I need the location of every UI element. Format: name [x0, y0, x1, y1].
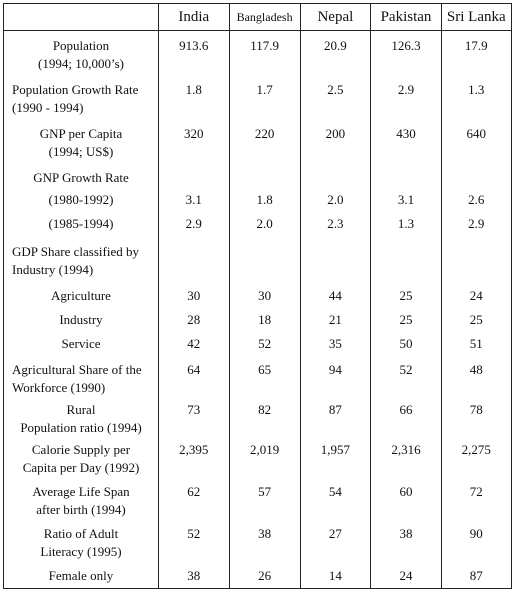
value-cell-bangladesh: 1.7	[229, 75, 300, 119]
value-cell-nepal: 44	[300, 281, 371, 307]
row-label-line: Agriculture	[51, 287, 111, 303]
value-cell-sri-lanka: 1.3	[441, 75, 511, 119]
row-label-line: GNP Growth Rate	[33, 169, 129, 185]
value-cell-sri-lanka	[441, 163, 511, 189]
value-cell-bangladesh: 18	[229, 307, 300, 331]
value-cell-bangladesh: 65	[229, 357, 300, 397]
row-label	[4, 307, 159, 331]
table-row	[4, 357, 512, 397]
header-bangladesh: Bangladesh	[229, 4, 300, 31]
value-cell-nepal: 21	[300, 307, 371, 331]
row-label	[4, 521, 159, 563]
value-cell-nepal: 1,957	[300, 437, 371, 479]
value-cell-sri-lanka: 640	[441, 119, 511, 163]
row-label-line: Population	[52, 38, 110, 53]
row-label-line: Average Life Span	[32, 483, 130, 499]
row-label-line: Industry	[59, 311, 103, 327]
value-cell-pakistan: 52	[371, 357, 442, 397]
row-label-line: Ratio of Adult	[43, 525, 119, 541]
header-sri-lanka: Sri Lanka	[441, 4, 511, 31]
value-cell-nepal: 87	[300, 397, 371, 437]
row-label-line: Female only	[48, 567, 114, 583]
value-cell-sri-lanka: 2.6	[441, 189, 511, 211]
row-label	[4, 31, 159, 75]
value-cell-india	[159, 237, 230, 281]
value-cell-bangladesh: 30	[229, 281, 300, 307]
value-cell-pakistan	[371, 237, 442, 281]
row-label	[4, 281, 159, 307]
value-cell-sri-lanka: 48	[441, 357, 511, 397]
value-cell-india: 913.6	[159, 31, 230, 75]
value-cell-sri-lanka	[441, 237, 511, 281]
table-row	[4, 479, 512, 521]
row-label-line: Population ratio (1994)	[20, 419, 142, 435]
table-row	[4, 237, 512, 281]
row-label-line: (1980-1992)	[48, 191, 114, 207]
table-row	[4, 163, 512, 189]
value-cell-pakistan: 3.1	[371, 189, 442, 211]
value-cell-india: 2.9	[159, 211, 230, 237]
value-cell-nepal: 200	[300, 119, 371, 163]
table-body	[4, 31, 512, 589]
row-label	[4, 397, 159, 437]
row-label	[4, 437, 159, 479]
table-row	[4, 397, 512, 437]
value-cell-nepal: 14	[300, 563, 371, 589]
table-row	[4, 281, 512, 307]
table-row	[4, 307, 512, 331]
value-cell-india: 52	[159, 521, 230, 563]
value-cell-bangladesh: 117.9	[229, 31, 300, 75]
row-label-line: (1985-1994)	[48, 215, 114, 231]
value-cell-bangladesh: 26	[229, 563, 300, 589]
row-label-line: Calorie Supply per	[31, 441, 131, 457]
value-cell-pakistan: 60	[371, 479, 442, 521]
value-cell-bangladesh: 2.0	[229, 211, 300, 237]
value-cell-nepal	[300, 237, 371, 281]
value-cell-india: 3.1	[159, 189, 230, 211]
value-cell-nepal: 35	[300, 331, 371, 357]
value-cell-pakistan: 24	[371, 563, 442, 589]
value-cell-pakistan: 2.9	[371, 75, 442, 119]
value-cell-nepal: 2.5	[300, 75, 371, 119]
row-label	[4, 479, 159, 521]
table-row	[4, 521, 512, 563]
value-cell-pakistan: 25	[371, 307, 442, 331]
table-row	[4, 119, 512, 163]
value-cell-india: 2,395	[159, 437, 230, 479]
value-cell-india: 62	[159, 479, 230, 521]
table-row	[4, 75, 512, 119]
table-row	[4, 211, 512, 237]
value-cell-nepal: 20.9	[300, 31, 371, 75]
value-cell-india: 28	[159, 307, 230, 331]
value-cell-sri-lanka: 2.9	[441, 211, 511, 237]
row-label	[4, 563, 159, 589]
value-cell-india: 42	[159, 331, 230, 357]
value-cell-bangladesh: 57	[229, 479, 300, 521]
value-cell-bangladesh	[229, 237, 300, 281]
value-cell-pakistan: 1.3	[371, 211, 442, 237]
value-cell-sri-lanka: 25	[441, 307, 511, 331]
value-cell-nepal: 2.0	[300, 189, 371, 211]
row-label-line: Rural	[66, 401, 96, 417]
row-label-line: Capita per Day (1992)	[22, 459, 140, 475]
value-cell-sri-lanka: 51	[441, 331, 511, 357]
value-cell-india	[159, 163, 230, 189]
value-cell-india: 73	[159, 397, 230, 437]
value-cell-pakistan: 430	[371, 119, 442, 163]
header-blank-cell	[4, 4, 159, 31]
value-cell-india: 320	[159, 119, 230, 163]
header-pakistan: Pakistan	[371, 4, 442, 31]
value-cell-nepal: 94	[300, 357, 371, 397]
value-cell-pakistan: 25	[371, 281, 442, 307]
value-cell-sri-lanka: 72	[441, 479, 511, 521]
value-cell-sri-lanka: 87	[441, 563, 511, 589]
value-cell-bangladesh: 38	[229, 521, 300, 563]
value-cell-sri-lanka: 78	[441, 397, 511, 437]
value-cell-pakistan: 2,316	[371, 437, 442, 479]
value-cell-nepal	[300, 163, 371, 189]
value-cell-bangladesh: 82	[229, 397, 300, 437]
table-row	[4, 437, 512, 479]
row-label-line: (1994; 10,000’s)	[38, 56, 124, 71]
row-label-line: (1994; US$)	[48, 143, 114, 159]
value-cell-sri-lanka: 17.9	[441, 31, 511, 75]
value-cell-nepal: 2.3	[300, 211, 371, 237]
value-cell-sri-lanka: 2,275	[441, 437, 511, 479]
value-cell-india: 38	[159, 563, 230, 589]
row-label-line: Service	[61, 335, 101, 351]
row-label-line: GNP per Capita	[39, 125, 123, 141]
row-label-line: Literacy (1995)	[40, 543, 122, 559]
value-cell-pakistan	[371, 163, 442, 189]
row-label	[4, 211, 159, 237]
value-cell-nepal: 54	[300, 479, 371, 521]
row-label-line: Industry (1994)	[12, 261, 94, 277]
row-label-line: (1990 - 1994)	[12, 99, 84, 115]
value-cell-bangladesh: 220	[229, 119, 300, 163]
south-asia-statistics-table	[3, 3, 512, 589]
header-india: India	[159, 4, 230, 31]
value-cell-india: 30	[159, 281, 230, 307]
value-cell-india: 1.8	[159, 75, 230, 119]
table-header-row	[4, 4, 512, 31]
value-cell-bangladesh	[229, 163, 300, 189]
table-row	[4, 331, 512, 357]
value-cell-india: 64	[159, 357, 230, 397]
row-label-line: Population Growth Rate	[12, 81, 139, 97]
table-row	[4, 31, 512, 75]
row-label	[4, 189, 159, 211]
value-cell-sri-lanka: 24	[441, 281, 511, 307]
row-label-line: Agricultural Share of the	[12, 361, 142, 377]
value-cell-bangladesh: 1.8	[229, 189, 300, 211]
row-label	[4, 331, 159, 357]
row-label-line: Workforce (1990)	[12, 379, 106, 395]
row-label	[4, 237, 159, 281]
row-label	[4, 119, 159, 163]
row-label-line: GDP Share classified by	[12, 243, 139, 259]
value-cell-pakistan: 126.3	[371, 31, 442, 75]
value-cell-sri-lanka: 90	[441, 521, 511, 563]
value-cell-nepal: 27	[300, 521, 371, 563]
header-nepal: Nepal	[300, 4, 371, 31]
value-cell-pakistan: 50	[371, 331, 442, 357]
table-row	[4, 189, 512, 211]
row-label	[4, 163, 159, 189]
row-label	[4, 75, 159, 119]
table-row	[4, 563, 512, 589]
value-cell-pakistan: 38	[371, 521, 442, 563]
value-cell-bangladesh: 52	[229, 331, 300, 357]
value-cell-bangladesh: 2,019	[229, 437, 300, 479]
value-cell-pakistan: 66	[371, 397, 442, 437]
row-label	[4, 357, 159, 397]
row-label-line: after birth (1994)	[36, 501, 126, 517]
